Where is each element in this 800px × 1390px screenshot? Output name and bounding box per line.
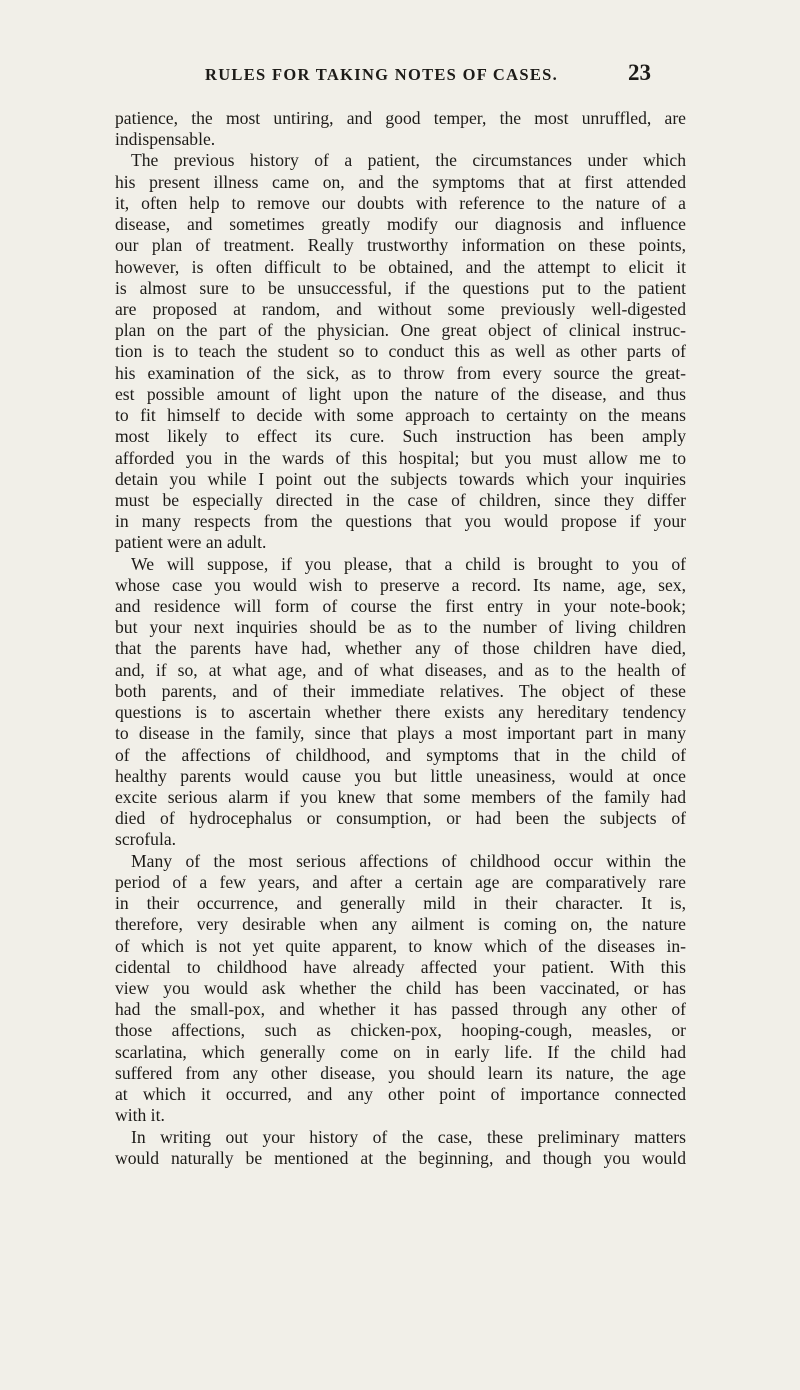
text-line: however, is often difficult to be obtained, and the attempt to elicit it bbox=[115, 256, 686, 277]
text-line: of which is not yet quite apparent, to know which of the diseases in- bbox=[115, 935, 686, 956]
text-line: We will suppose, if you please, that a child is brought to you of bbox=[131, 553, 686, 574]
text-line: indispensable. bbox=[115, 129, 216, 150]
text-line: that the parents have had, whether any of those children have died, bbox=[115, 638, 686, 659]
text-line: questions is to ascertain whether there exists any hereditary tendency bbox=[115, 702, 686, 723]
text-line: most likely to effect its cure. Such instruction has been amply bbox=[115, 426, 686, 447]
page-number: 23 bbox=[628, 60, 651, 85]
running-head bbox=[0, 62, 800, 92]
text-line: are proposed at random, and without some previously well-digested bbox=[115, 298, 686, 319]
text-line: afforded you in the wards of this hospital; but you must allow me to bbox=[115, 447, 686, 468]
body-text bbox=[115, 108, 686, 1169]
text-line: tion is to teach the student so to conduct this as well as other parts of bbox=[115, 341, 686, 362]
running-title: RULES FOR TAKING NOTES OF CASES. bbox=[205, 65, 559, 84]
text-line: and, if so, at what age, and of what diseases, and as to the health of bbox=[115, 659, 686, 680]
text-line: both parents, and of their immediate relatives. The object of these bbox=[115, 680, 686, 701]
text-line: The previous history of a patient, the circumstances under which bbox=[131, 150, 686, 171]
text-line: to fit himself to decide with some approach to certainty on the means bbox=[115, 405, 686, 426]
text-line: had the small-pox, and whether it has passed through any other of bbox=[115, 999, 686, 1020]
text-line: therefore, very desirable when any ailment is coming on, the nature bbox=[115, 914, 686, 935]
text-line: in many respects from the questions that you would propose if your bbox=[115, 511, 686, 532]
text-line: died of hydrocephalus or consumption, or had been the subjects of bbox=[115, 808, 686, 829]
text-line: est possible amount of light upon the nature of the disease, and thus bbox=[115, 383, 686, 404]
text-line: with it. bbox=[115, 1105, 165, 1126]
text-line: plan on the part of the physician. One great object of clinical instruc- bbox=[115, 320, 686, 341]
text-line: is almost sure to be unsuccessful, if the questions put to the patient bbox=[115, 277, 686, 298]
text-line: at which it occurred, and any other point of importance connected bbox=[115, 1084, 686, 1105]
text-line: but your next inquiries should be as to the number of living children bbox=[115, 617, 686, 638]
text-line: cidental to childhood have already affected your patient. With this bbox=[115, 956, 686, 977]
text-line: of the affections of childhood, and symptoms that in the child of bbox=[115, 744, 686, 765]
text-line: must be especially directed in the case of children, since they differ bbox=[115, 489, 686, 510]
text-line: his present illness came on, and the symptoms that at first attended bbox=[115, 171, 686, 192]
text-line: Many of the most serious affections of childhood occur within the bbox=[131, 850, 686, 871]
text-line: to disease in the family, since that plays a most important part in many bbox=[115, 723, 686, 744]
text-line: and residence will form of course the first entry in your note-book; bbox=[115, 596, 686, 617]
text-line: scrofula. bbox=[115, 829, 177, 850]
text-line: disease, and sometimes greatly modify our diagnosis and influence bbox=[115, 214, 686, 235]
text-line: in their occurrence, and generally mild in their character. It is, bbox=[115, 893, 686, 914]
text-line: excite serious alarm if you knew that some members of the family had bbox=[115, 787, 686, 807]
text-line: our plan of treatment. Really trustworthy information on these points, bbox=[115, 235, 686, 256]
text-line: detain you while I point out the subjects towards which your inquiries bbox=[115, 468, 686, 489]
text-line: scarlatina, which generally come on in early life. If the child had bbox=[115, 1041, 686, 1062]
text-line: whose case you would wish to preserve a record. Its name, age, sex, bbox=[115, 574, 686, 595]
text-line: view you would ask whether the child has been vaccinated, or has bbox=[115, 977, 686, 998]
text-line: it, often help to remove our doubts with reference to the nature of a bbox=[115, 192, 686, 213]
text-line: his examination of the sick, as to throw from every source the great- bbox=[115, 362, 686, 383]
text-line: healthy parents would cause you but little uneasiness, would at once bbox=[115, 765, 686, 786]
text-line: those affections, such as chicken-pox, hooping-cough, measles, or bbox=[115, 1020, 686, 1041]
text-line: suffered from any other disease, you should learn its nature, the age bbox=[115, 1062, 686, 1083]
text-line: patient were an adult. bbox=[115, 532, 267, 553]
text-line: In writing out your history of the case, these preliminary matters bbox=[131, 1126, 686, 1147]
text-line: would naturally be mentioned at the beginning, and though you would bbox=[115, 1147, 686, 1168]
text-line: patience, the most untiring, and good temper, the most unruffled, are bbox=[115, 108, 686, 128]
text-line: period of a few years, and after a certain age are comparatively rare bbox=[115, 871, 686, 892]
